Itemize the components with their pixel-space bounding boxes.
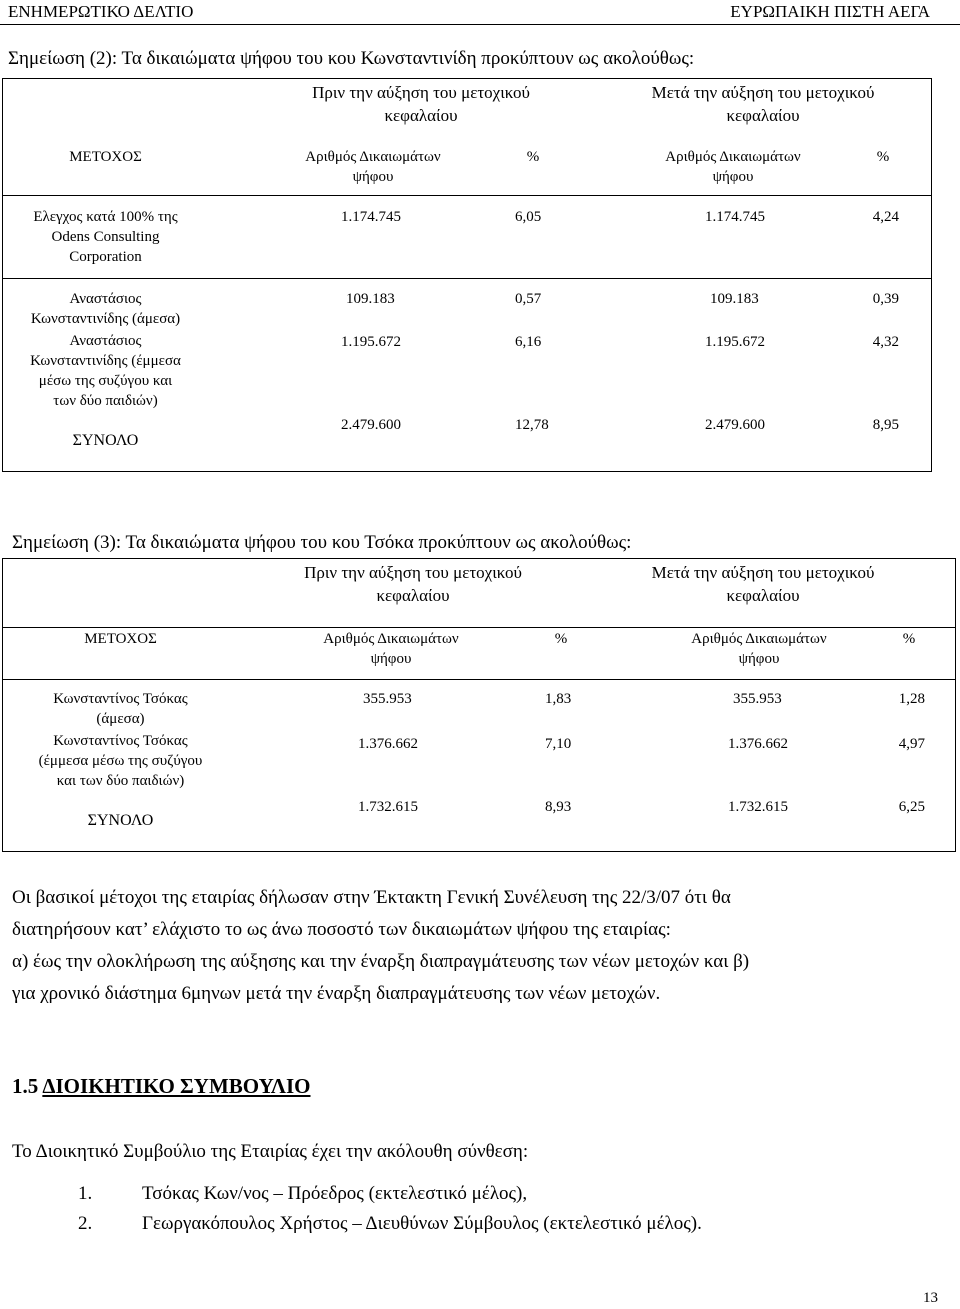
note3-total-after-pct: 6,25 (898, 799, 925, 815)
note3-header-rule (3, 679, 955, 680)
table-row: Αναστάσιος Κωνσταντινίδης (έμμεσα μέσω της συζύγου και των δύο παιδιών) (30, 333, 181, 409)
note2-r1-after: 1.174.745 (705, 209, 765, 225)
note2-r1-after-pct: 4,24 (872, 209, 899, 225)
note3-total-before: 1.732.615 (358, 799, 418, 815)
note2-table (2, 78, 932, 472)
note3-col-pct-after: % (902, 631, 916, 647)
note2-r3-after-pct: 4,32 (872, 334, 899, 350)
table-row: Κωνσταντίνος Τσόκας (άμεσα) (53, 691, 188, 727)
note3-r2-before-pct: 7,10 (545, 736, 572, 752)
list-item: 2. Γεωργακόπουλος Χρήστος – Διευθύνων Σύμβουλος (εκτελεστικό μέλος). (78, 1213, 702, 1234)
note2-group-before: Πριν την αύξηση του μετοχικού κεφαλαίου (312, 83, 530, 125)
note2-r2-after: 109.183 (710, 291, 759, 307)
note3-col-rights-after: Αριθμός Δικαιωμάτων ψήφου (691, 631, 827, 667)
note2-r1-before-pct: 6,05 (515, 209, 542, 225)
list-item: 1. Τσόκας Κων/νος – Πρόεδρος (εκτελεστικό μέλος), (78, 1183, 528, 1204)
note2-col-pct-before: % (526, 149, 540, 165)
note3-r2-after: 1.376.662 (728, 736, 788, 752)
note2-r1-before: 1.174.745 (341, 209, 401, 225)
note3-group-rule (3, 627, 955, 628)
note3-col-pct-before: % (554, 631, 568, 647)
note3-total-label: ΣΥΝΟΛΟ (87, 812, 154, 829)
page-number: 13 (923, 1290, 938, 1306)
note2-r2-before-pct: 0,57 (515, 291, 542, 307)
note2-r2-before: 109.183 (346, 291, 395, 307)
table-row: Κωνσταντίνος Τσόκας (έμμεσα μέσω της συζύγου και των δύο παιδιών) (38, 733, 203, 789)
note2-r3-after: 1.195.672 (705, 334, 765, 350)
table-row: Αναστάσιος Κωνσταντινίδης (άμεσα) (30, 291, 181, 327)
note3-r1-before: 355.953 (363, 691, 412, 707)
note2-total-after-pct: 8,95 (872, 417, 899, 433)
paragraph: Οι βασικοί μέτοχοι της εταιρίας δήλωσαν στην Έκτακτη Γενική Συνέλευση της 22/3/07 ότι θα διατηρήσουν κατ’ ελάχιστο το ως άνω ποσοστό των δικαιωμάτων ψήφου της εταιρίας: α) έως την ολοκλήρωση της αύξησης και την έναρξη διαπραγμάτευσης των νέων μετοχών και β) για χρονικό διάστημα 6μηνων μετά την έναρξη διαπραγμάτευσης των νέων μετοχών. (12, 887, 750, 1004)
header-left-title: ΕΝΗΜΕΡΩΤΙΚΟ ΔΕΛΤΙΟ (8, 2, 194, 21)
note2-total-after: 2.479.600 (705, 417, 765, 433)
note2-title: Σημείωση (2): Τα δικαιώματα ψήφου του κου Κωνσταντινίδη προκύπτουν ως ακολούθως: (8, 48, 695, 69)
note2-total-before: 2.479.600 (341, 417, 401, 433)
header-rule (0, 24, 960, 25)
section-number: 1.5 (12, 1074, 43, 1098)
note3-col-rights-before: Αριθμός Δικαιωμάτων ψήφου (323, 631, 459, 667)
note3-table (2, 558, 956, 852)
note2-col-holder: ΜΕΤΟΧΟΣ (69, 149, 142, 165)
note3-r1-after-pct: 1,28 (898, 691, 925, 707)
note2-header-rule (3, 195, 931, 196)
note2-r2-after-pct: 0,39 (872, 291, 899, 307)
note3-col-holder: ΜΕΤΟΧΟΣ (84, 631, 157, 647)
table-row: Ελεγχος κατά 100% της Odens Consulting Corporation (33, 209, 178, 265)
section-intro: Το Διοικητικό Συμβούλιο της Εταιρίας έχει την ακόλουθη σύνθεση: (12, 1141, 529, 1162)
note3-r1-before-pct: 1,83 (545, 691, 572, 707)
note3-r2-before: 1.376.662 (358, 736, 418, 752)
note2-r3-before: 1.195.672 (341, 334, 401, 350)
note2-col-rights-after: Αριθμός Δικαιωμάτων ψήφου (665, 149, 801, 185)
note2-row-rule (3, 278, 931, 279)
note3-group-before: Πριν την αύξηση του μετοχικού κεφαλαίου (304, 563, 522, 605)
section-heading (12, 1074, 310, 1099)
note2-total-before-pct: 12,78 (515, 417, 549, 433)
note2-group-after: Μετά την αύξηση του μετοχικού κεφαλαίου (651, 83, 875, 125)
note3-r2-after-pct: 4,97 (898, 736, 925, 752)
section-title: ΔΙΟΙΚΗΤΙΚΟ ΣΥΜΒΟΥΛΙΟ (42, 1074, 311, 1098)
note3-title: Σημείωση (3): Τα δικαιώματα ψήφου του κου Τσόκα προκύπτουν ως ακολούθως: (12, 532, 632, 553)
note2-col-rights-before: Αριθμός Δικαιωμάτων ψήφου (305, 149, 441, 185)
note2-total-label: ΣΥΝΟΛΟ (72, 432, 139, 449)
note3-total-before-pct: 8,93 (545, 799, 572, 815)
note3-group-after: Μετά την αύξηση του μετοχικού κεφαλαίου (651, 563, 875, 605)
note3-r1-after: 355.953 (733, 691, 782, 707)
header-right-title: ΕΥΡΩΠΑΙΚΗ ΠΙΣΤΗ ΑΕΓΑ (730, 2, 930, 21)
note2-r3-before-pct: 6,16 (515, 334, 542, 350)
note2-col-pct-after: % (876, 149, 890, 165)
note3-total-after: 1.732.615 (728, 799, 788, 815)
